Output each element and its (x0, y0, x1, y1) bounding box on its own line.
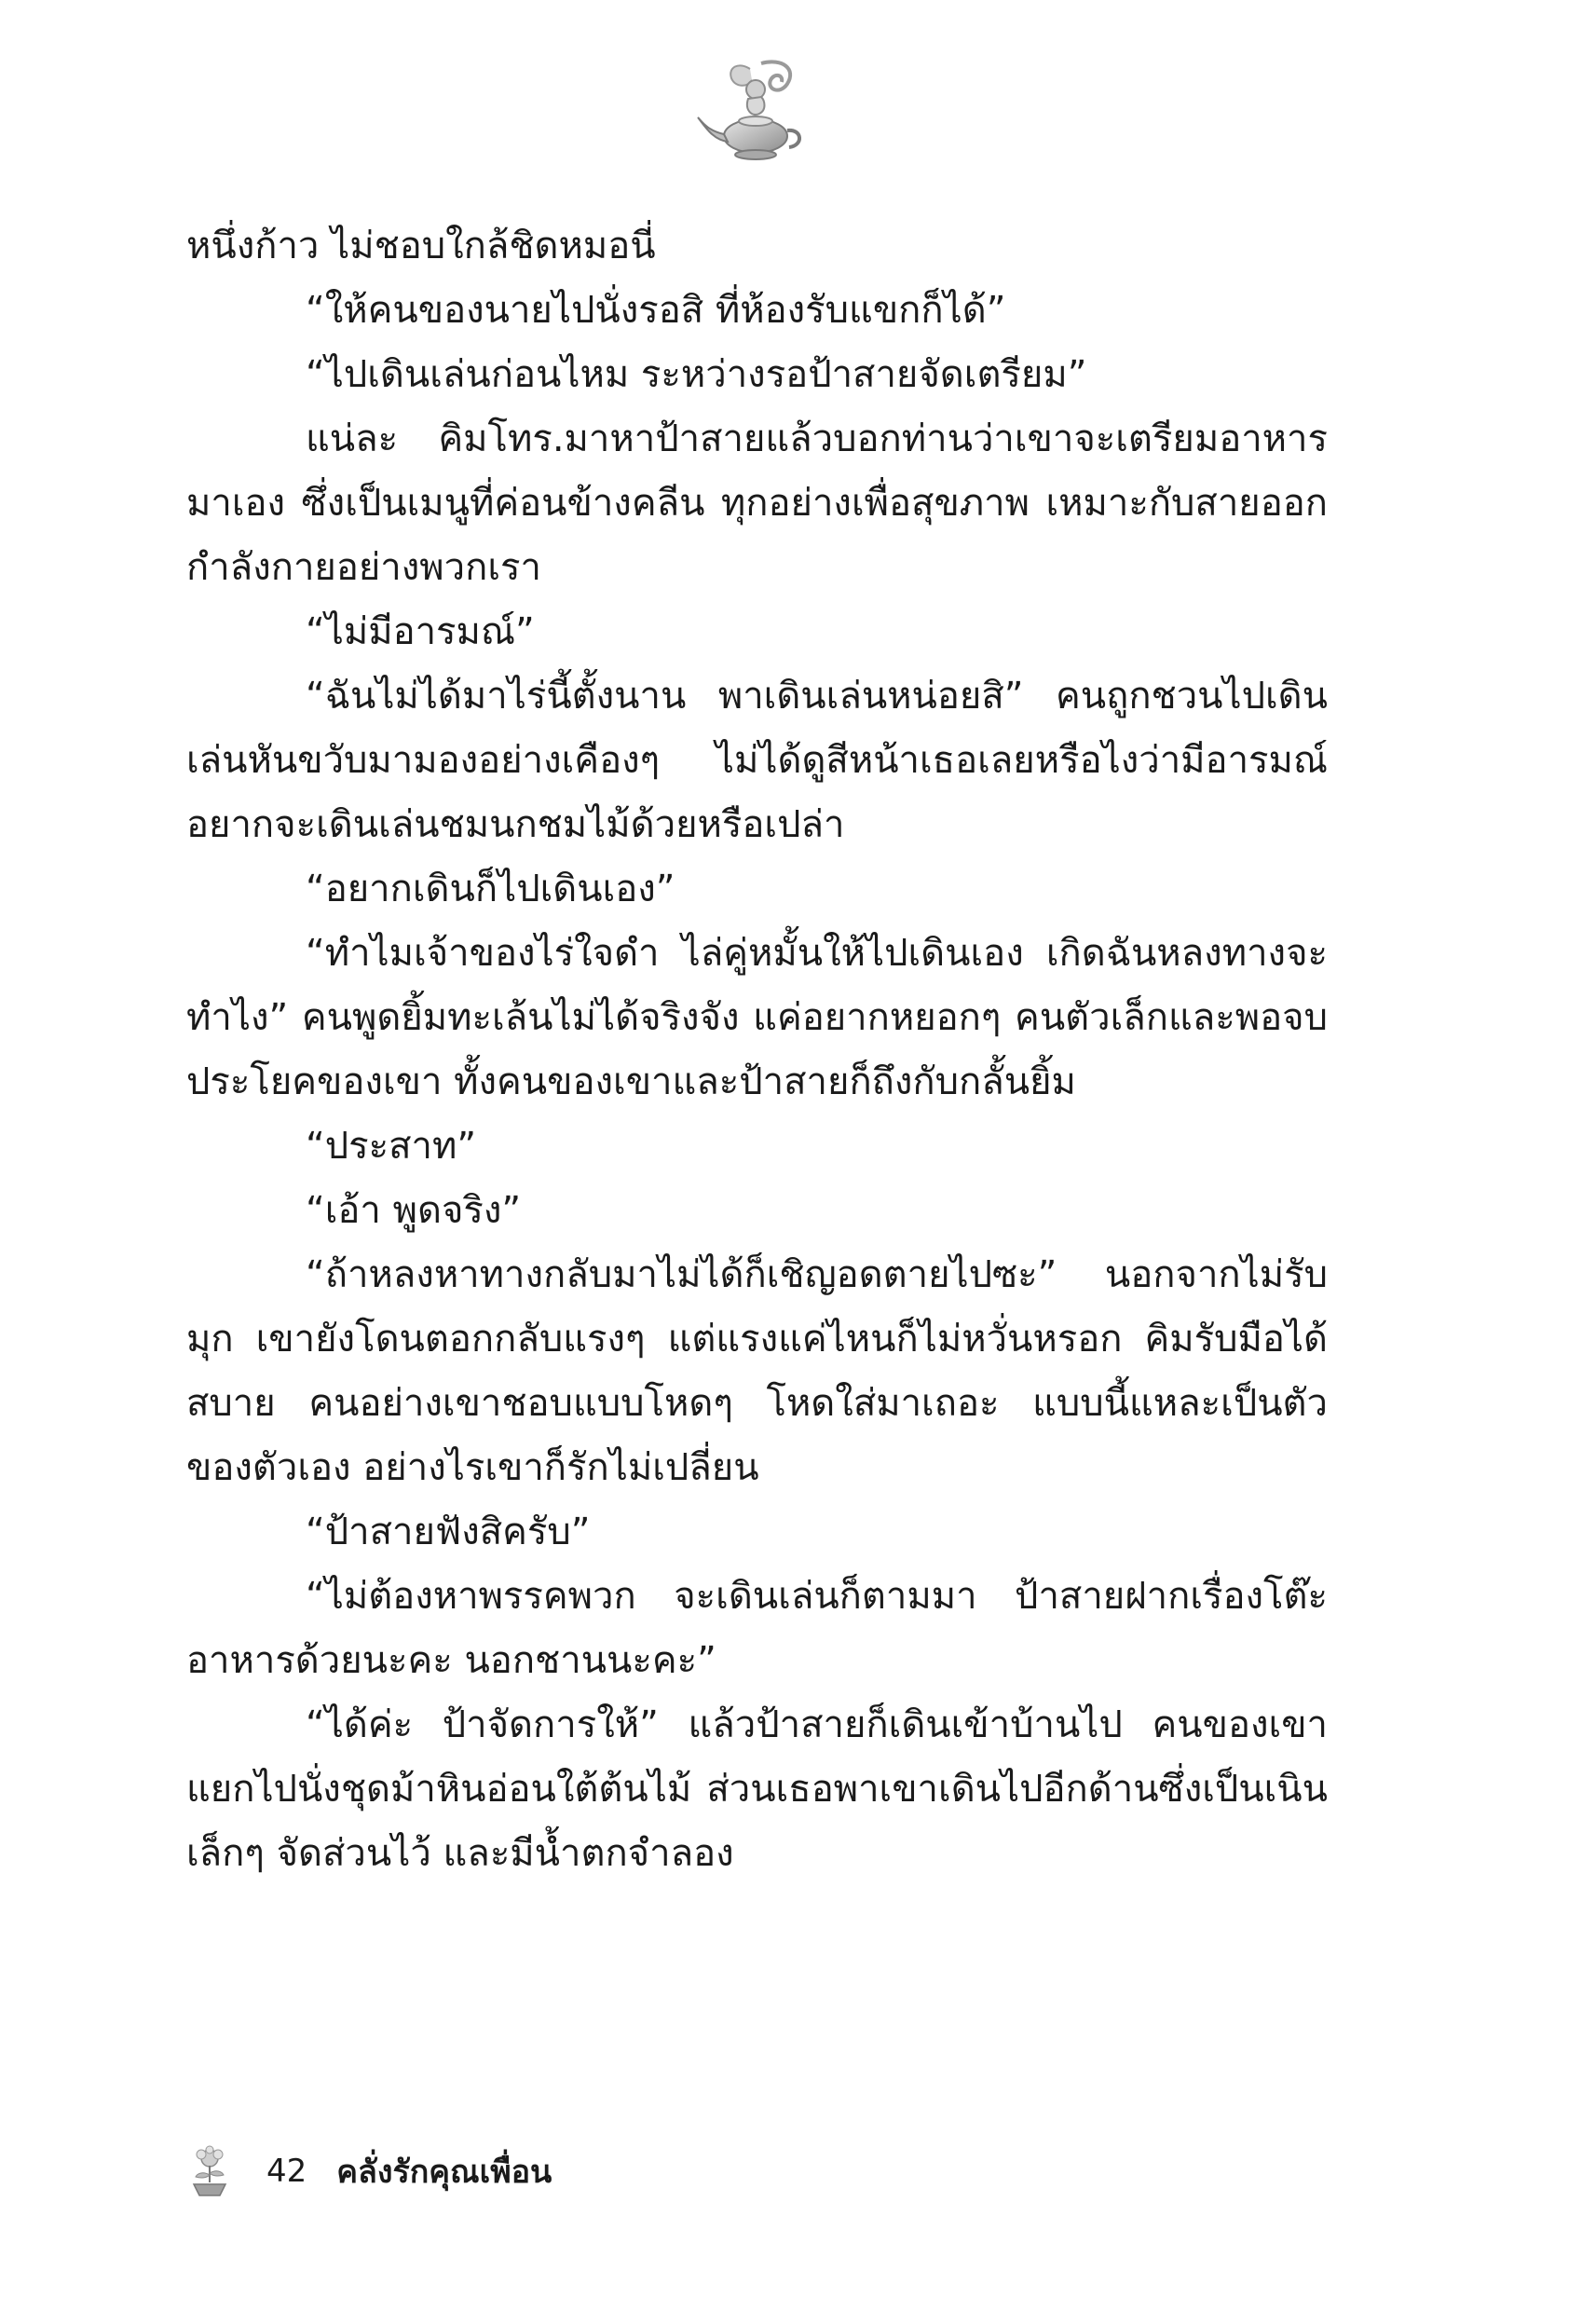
paragraph: “เอ้า พูดจริง” (306, 1189, 522, 1232)
cupid-teapot-ornament-icon (694, 56, 815, 168)
paragraph: “ป้าสายฟังสิครับ” (306, 1511, 591, 1553)
paragraph: “ประสาท” (306, 1125, 477, 1168)
paragraph: “ฉันไม่ได้มาไร่นี้ตั้งนาน พาเดินเล่นหน่อยสิ” คนถูกชวนไปเดินเล่นหันขวับมามองอย่างเคืองๆ ไม่ได้ดูสีหน้าเธอเลยหรือไงว่ามีอารมณ์อยากจะเดินเล่นชมนกชมไม้ด้วยหรือเปล่า (186, 675, 1328, 846)
page-footer (186, 2143, 552, 2199)
page-number: 42 (266, 2153, 307, 2190)
paragraph: “ไม่มีอารมณ์” (306, 610, 535, 653)
paragraph: หนึ่งก้าว ไม่ชอบใกล้ชิดหมอนี่ (186, 225, 656, 267)
flower-pot-icon (186, 2145, 233, 2197)
paragraph: “ได้ค่ะ ป้าจัดการให้” แล้วป้าสายก็เดินเข้าบ้านไป คนของเขาแยกไปนั่งชุดม้าหินอ่อนใต้ต้นไม้ ส่วนเธอพาเขาเดินไปอีกด้านซึ่งเป็นเนินเล็กๆ จัดส่วนไว้ และมีน้ำตกจำลอง (186, 1703, 1328, 1875)
book-title: คลั่งรักคุณเพื่อน (336, 2154, 552, 2191)
paragraph: “ให้คนของนายไปนั่งรอสิ ที่ห้องรับแขกก็ได้” (306, 289, 1006, 332)
paragraph: “ไม่ต้องหาพรรคพวก จะเดินเล่นก็ตามมา ป้าสายฝากเรื่องโต๊ะอาหารด้วยนะคะ นอกชานนะคะ” (186, 1575, 1328, 1682)
body-text (186, 214, 1328, 1886)
paragraph: “ถ้าหลงหาทางกลับมาไม่ได้ก็เชิญอดตายไปซะ” นอกจากไม่รับมุก เขายังโดนตอกกลับแรงๆ แต่แรงแค่ไหนก็ไม่หวั่นหรอก คิมรับมือได้สบาย คนอย่างเขาชอบแบบโหดๆ โหดใส่มาเถอะ แบบนี้แหละเป็นตัวของตัวเอง อย่างไรเขาก็รักไม่เปลี่ยน (186, 1253, 1328, 1489)
paragraph: “ทำไมเจ้าของไร่ใจดำ ไล่คู่หมั้นให้ไปเดินเอง เกิดฉันหลงทางจะทำไง” คนพูดยิ้มทะเล้นไม่ได้จริงจัง แค่อยากหยอกๆ คนตัวเล็กและพอจบประโยคของเขา ทั้งคนของเขาและป้าสายก็ถึงกับกลั้นยิ้ม (186, 932, 1328, 1103)
paragraph: “ไปเดินเล่นก่อนไหม ระหว่างรอป้าสายจัดเตรียม” (306, 353, 1087, 396)
paragraph: “อยากเดินก็ไปเดินเอง” (306, 868, 675, 910)
paragraph: แน่ละ คิมโทร.มาหาป้าสายแล้วบอกท่านว่าเขาจะเตรียมอาหารมาเอง ซึ่งเป็นเมนูที่ค่อนข้างคลีน ทุกอย่างเพื่อสุขภาพ เหมาะกับสายออกกำลังกายอย่างพวกเรา (186, 417, 1328, 589)
